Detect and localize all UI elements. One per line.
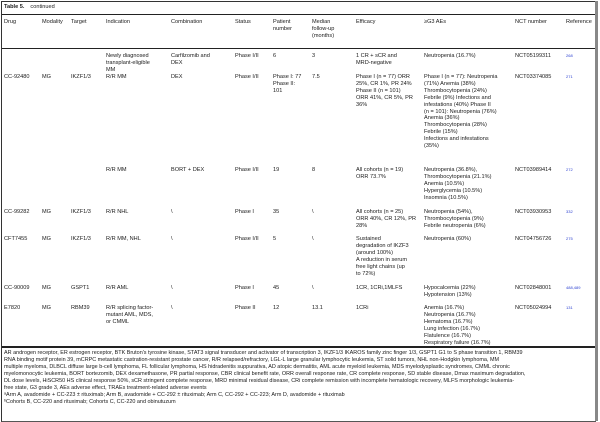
footnote-line: free state, G3 grade 3, AEs adverse effect, TRAEs treatment-related adverse events — [4, 385, 207, 391]
cell-median-follow-up: 7.5 — [312, 74, 320, 80]
cell-drug: CC-92480 — [4, 74, 30, 80]
cell-g3-aes: Neutropenia (54%), Thrombocytopenia (9%) Febrile neutropenia (6%) — [424, 209, 486, 229]
header-g3-aes: ≥G3 AEs — [424, 19, 447, 25]
cell-patient-number: Phase I: 77 Phase II: 101 — [273, 74, 302, 94]
reference-link[interactable]: 131 — [566, 305, 573, 310]
footnote-line: ᵃArm A, avadomide + CC-223 ± rituximab; Arm B, avadomide + CC-292 ± rituximab; Arm C, CC-292 + CC-223; Arm D, avadomide + rituximab — [4, 392, 345, 398]
table-caption: continued — [30, 4, 55, 10]
cell-g3-aes: Neutropenia (60%) — [424, 236, 471, 242]
cell-nct-number: NCT03374085 — [515, 74, 552, 80]
cell-g3-aes: Hypocalcemia (22%) Hypotension (13%) — [424, 285, 476, 298]
cell-g3-aes: Neutropenia (36.8%), Thrombocytopenia (21.1%) Anemia (10.5%) Hyperglycemia (10.5%) Insomnia (10.5%) — [424, 167, 492, 201]
reference-link[interactable]: 332 — [566, 209, 573, 214]
cell-indication: R/R splicing factor- mutant AML, MDS, or CMML — [106, 305, 154, 325]
cell-combination: \ — [171, 209, 173, 215]
page-edge — [595, 1, 598, 421]
reference-link[interactable]: 268 — [566, 53, 573, 58]
footnote-line: DL dose levels, HiSCR50 HS clinical response 50%, sCR stringent complete response, MRD minimal residual disease, CRi complete remission with incomplete hematologic recovery, MLFS morphologic leukemia- — [4, 378, 515, 384]
footnote-divider — [2, 346, 595, 348]
cell-patient-number: 45 — [273, 285, 280, 291]
header-divider — [2, 48, 595, 49]
footnote-line: ᵇCohorts B, CC-220 and rituximab; Cohorts C, CC-220 and obinutuzum — [4, 399, 176, 405]
header-combination: Combination — [171, 19, 203, 25]
cell-drug: CFT7455 — [4, 236, 28, 242]
cell-g3-aes: Anemia (16.7%) Neutropenia (16.7%) Hematoma (16.7%) Lung infection (16.7%) Flatulence (16.7%) Respiratory failure (16.7%) — [424, 305, 491, 346]
cell-indication: R/R MM — [106, 74, 127, 80]
cell-median-follow-up: \ — [312, 285, 314, 291]
table-label: Table 5. — [4, 4, 25, 10]
cell-modality: MG — [42, 209, 52, 215]
title-divider — [2, 14, 595, 15]
footnote-line: AR androgen receptor, ER estrogen receptor, BTK Bruton's tyrosine kinase, STAT3 signal transducer and activator of transcription 3, IKZF1/3 IKAROS family zinc finger 1/3, GSPT1 G1 to S phase transition 1, RBM39 — [4, 350, 523, 356]
cell-target: RBM39 — [71, 305, 90, 311]
cell-modality: MG — [42, 74, 52, 80]
header-modality: Modality — [42, 19, 63, 25]
cell-modality: MG — [42, 236, 52, 242]
cell-efficacy: 1CR, 1CRi,1MLFS — [356, 285, 403, 291]
reference-link[interactable]: 271 — [566, 74, 573, 79]
cell-efficacy: All cohorts (n = 19) ORR 73.7% — [356, 167, 404, 180]
cell-target: IKZF1/3 — [71, 209, 91, 215]
cell-indication: Newly diagnosed transplant-eligible MM — [106, 53, 150, 73]
cell-median-follow-up: \ — [312, 236, 314, 242]
footnote-line: RNA binding motif protein 39, mCRPC metastatic castration-resistant prostate cancer, R/R relapsed/refractory, LGL-L large granular lymphocytic leukemia, ST solid tumors, NHL non-Hodgkin lymphoma, MM — [4, 357, 500, 363]
cell-patient-number: 12 — [273, 305, 280, 311]
cell-status: Phase I/II — [235, 236, 259, 242]
cell-status: Phase I — [235, 285, 254, 291]
cell-g3-aes: Phase I (n = 77): Neutropenia (71%) Anemia (38%) Thrombocytopenia (24%) Febrile (9%) Infections and infestations (40%) Phase II (n = 101): Neutropenia (76%) Anemia (36%) Thrombocytopenia (28%) Febrile (15%) Infections and infestations (35%) — [424, 74, 498, 150]
header-reference: Reference — [566, 19, 592, 25]
reference-link[interactable]: 272 — [566, 167, 573, 172]
cell-status: Phase I/II — [235, 74, 259, 80]
cell-combination: \ — [171, 285, 173, 291]
cell-target: IKZF1/3 — [71, 236, 91, 242]
cell-drug: CC-90009 — [4, 285, 30, 291]
reference-link[interactable]: 488,489 — [566, 285, 581, 290]
header-indication: Indication — [106, 19, 130, 25]
cell-modality: MG — [42, 305, 52, 311]
cell-efficacy: 1CRi — [356, 305, 369, 311]
cell-nct-number: NCT04756726 — [515, 236, 552, 242]
cell-median-follow-up: 3 — [312, 53, 316, 59]
cell-efficacy: 1 CR + sCR and MRD-negative — [356, 53, 397, 66]
cell-target: GSPT1 — [71, 285, 90, 291]
cell-combination: \ — [171, 236, 173, 242]
cell-status: Phase I/II — [235, 167, 259, 173]
footnote-line: multiple myeloma, DLBCL diffuse large b-cell lymphoma, FL follicular lymphoma, HS hidradenitis suppurativa, AD atopic dermatitis, AML acute myeloid leukemia, MDS myelodysplastic syndromes, CMML chronic — [4, 364, 510, 370]
cell-median-follow-up: \ — [312, 209, 314, 215]
cell-status: Phase I — [235, 209, 254, 215]
header-nct-number: NCT number — [515, 19, 547, 25]
header-efficacy: Efficacy — [356, 19, 376, 25]
cell-combination: DEX — [171, 74, 183, 80]
cell-nct-number: NCT03989414 — [515, 167, 552, 173]
cell-efficacy: Phase I (n = 77) ORR 25%, CR 1%, PR 24% Phase II (n = 101) ORR 41%, CR 5%, PR 36% — [356, 74, 413, 108]
cell-combination: Carfilzomib and DEX — [171, 53, 210, 66]
cell-drug: E7820 — [4, 305, 21, 311]
footnote-line: myelomonocytic leukemia, BORT bortezomib, DEX dexamethasone, PR partial response, CBR clinical benefit rate, ORR overall response rate, CR complete response, SD stable disease, Dmax maximum degradation, — [4, 371, 526, 377]
cell-nct-number: NCT05199311 — [515, 53, 551, 59]
cell-status: Phase II — [235, 305, 256, 311]
cell-status: Phase I/II — [235, 53, 259, 59]
header-status: Status — [235, 19, 251, 25]
cell-median-follow-up: 8 — [312, 167, 316, 173]
cell-nct-number: NCT05024994 — [515, 305, 552, 311]
table-title — [4, 4, 55, 10]
cell-indication: R/R MM, NHL — [106, 236, 141, 242]
cell-g3-aes: Neutropenia (16.7%) — [424, 53, 476, 59]
header-median-follow-up: Median follow-up (months) — [312, 19, 335, 39]
cell-combination: BORT + DEX — [171, 167, 205, 173]
cell-nct-number: NCT02848001 — [515, 285, 552, 291]
cell-efficacy: Sustained degradation of IKZF3 (around 100%) A reduction in serum free light chains (up to 72%) — [356, 236, 409, 277]
cell-patient-number: 5 — [273, 236, 277, 242]
header-patient-number: Patient number — [273, 19, 292, 32]
cell-indication: R/R AML — [106, 285, 129, 291]
cell-nct-number: NCT03930953 — [515, 209, 552, 215]
cell-median-follow-up: 13.1 — [312, 305, 323, 311]
header-drug: Drug — [4, 19, 17, 25]
cell-drug: CC-99282 — [4, 209, 30, 215]
cell-efficacy: All cohorts (n = 25) ORR 40%, CR 12%, PR 28% — [356, 209, 416, 229]
header-target: Target — [71, 19, 87, 25]
cell-patient-number: 35 — [273, 209, 280, 215]
cell-target: IKZF1/3 — [71, 74, 91, 80]
cell-patient-number: 6 — [273, 53, 277, 59]
cell-indication: R/R MM — [106, 167, 127, 173]
cell-indication: R/R NHL — [106, 209, 129, 215]
cell-modality: MG — [42, 285, 52, 291]
reference-link[interactable]: 275 — [566, 236, 573, 241]
cell-patient-number: 19 — [273, 167, 280, 173]
cell-combination: \ — [171, 305, 173, 311]
